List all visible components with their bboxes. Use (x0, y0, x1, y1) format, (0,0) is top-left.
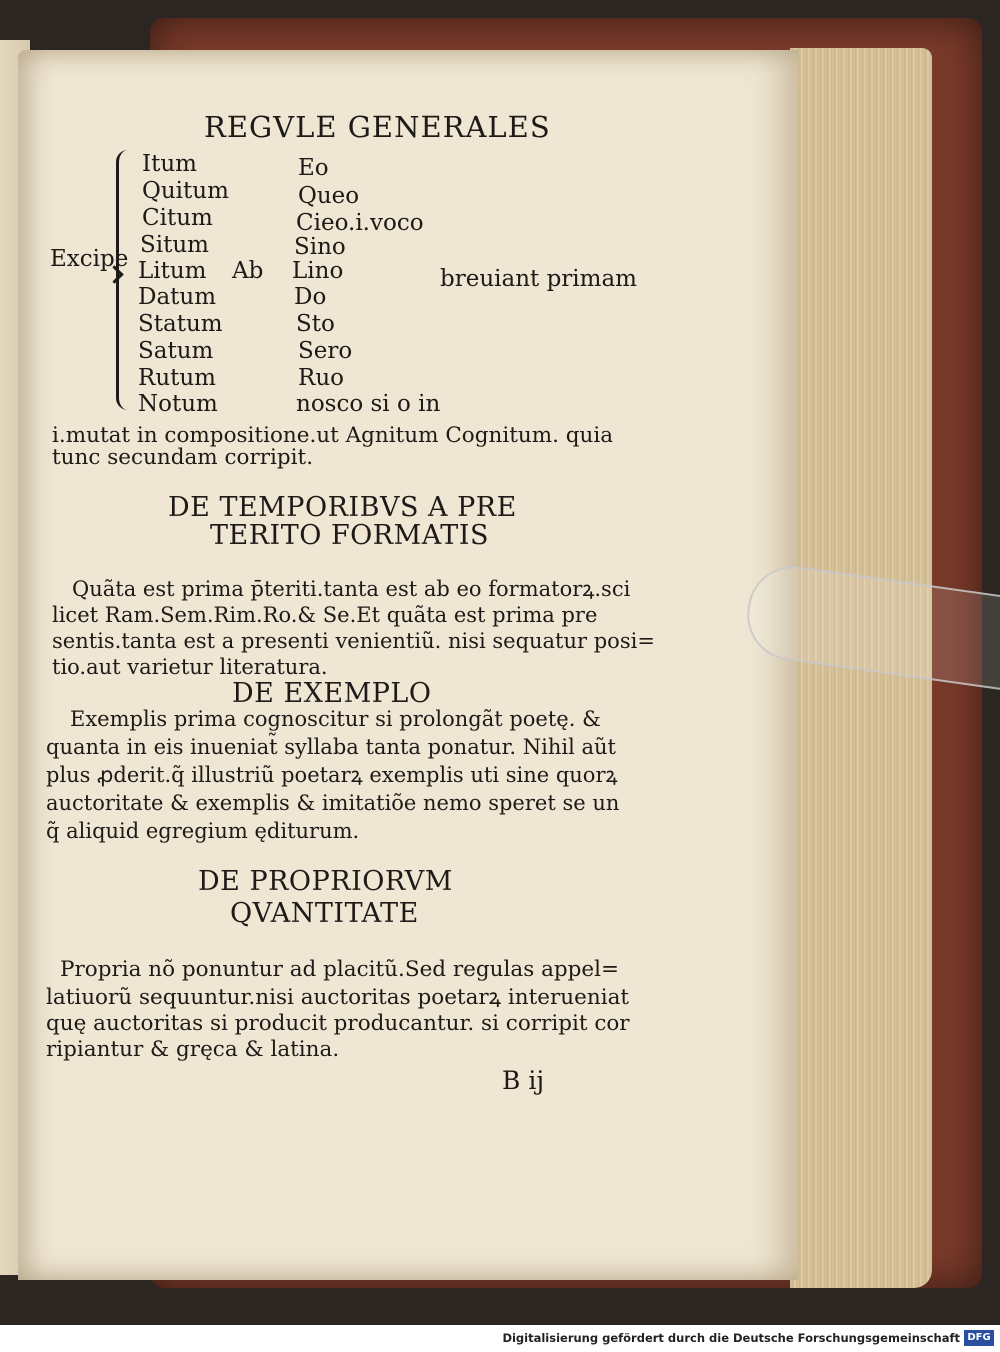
supine-item: Statum (138, 311, 223, 337)
section-heading: QVANTITATE (230, 898, 419, 929)
text-line: ripiantur & gręca & latina. (46, 1037, 340, 1062)
text-line: i.mutat in compositione.ut Agnitum Cognitum. quia (52, 423, 614, 448)
verb-item: Queo (298, 183, 360, 209)
signature-mark: B ij (502, 1066, 545, 1095)
supine-item: Datum (138, 284, 217, 310)
verb-item: Lino (292, 258, 344, 284)
text-line: auctoritate & exemplis & imitatiõe nemo speret se un (46, 791, 620, 815)
section-heading: DE PROPRIORVM (198, 866, 453, 897)
supine-item: Satum (138, 338, 214, 364)
supine-item: Notum (138, 391, 218, 417)
text-line: Propria nõ ponuntur ad placitũ.Sed regulas appel= (60, 957, 620, 982)
text-line: licet Ram.Sem.Rim.Ro.& Se.Et quãta est prima pre (52, 603, 598, 627)
text-line: q̃ aliquid egregium ęditurum. (46, 819, 360, 843)
text-line: tunc secundam corripit. (52, 445, 314, 470)
verb-item: nosco si o in (296, 391, 441, 417)
supine-item: Situm (140, 232, 209, 258)
text-line: quę auctoritas si producit producantur. si corripit cor (46, 1011, 630, 1036)
text-line: Exemplis prima cognoscitur si prolongãt poetę. & (70, 707, 601, 731)
verb-item: Ruo (298, 365, 344, 391)
funding-credit: Digitalisierung gefördert durch die Deutsche Forschungsgemeinschaft (502, 1331, 960, 1345)
verb-item: Sino (294, 234, 346, 260)
ab-word: Ab (232, 258, 264, 284)
brace-icon (116, 150, 137, 410)
verb-item: Do (294, 284, 327, 310)
section-heading: DE EXEMPLO (232, 678, 432, 709)
text-line: plus ꝓderit.q̃ illustriũ poetarꝝ exemplis uti sine quorꝝ (46, 763, 618, 787)
text-line: tio.aut varietur literatura. (52, 655, 328, 679)
supine-item: Quitum (142, 178, 229, 204)
verb-item: Eo (298, 155, 329, 181)
supine-item: Itum (142, 151, 197, 177)
supine-item: Rutum (138, 365, 216, 391)
verb-item: Sto (296, 311, 335, 337)
dfg-logo-icon: DFG (964, 1330, 994, 1346)
section-heading: DE TEMPORIBVS A PRE (168, 492, 517, 523)
text-line: sentis.tanta est a presenti venientiũ. nisi sequatur posi= (52, 629, 655, 653)
supine-item: Litum (138, 258, 207, 284)
footer-bar (0, 1325, 1000, 1352)
section-heading: TERITO FORMATIS (210, 520, 489, 551)
text-line: quanta in eis inueniat̃ syllaba tanta ponatur. Nihil aũt (46, 735, 616, 759)
text-line: Quãta est prima p̄teriti.tanta est ab eo formatorꝝ.sci (72, 577, 631, 601)
supine-item: Citum (142, 205, 213, 231)
breuiant-note: breuiant primam (440, 266, 637, 292)
text-line: latiuorũ sequuntur.nisi auctoritas poetarꝝ interueniat (46, 985, 630, 1010)
excipe-label: Excipe (50, 246, 129, 272)
verb-item: Cieo.i.voco (296, 210, 424, 236)
verb-item: Sero (298, 338, 353, 364)
running-title: REGVLE GENERALES (204, 110, 551, 144)
